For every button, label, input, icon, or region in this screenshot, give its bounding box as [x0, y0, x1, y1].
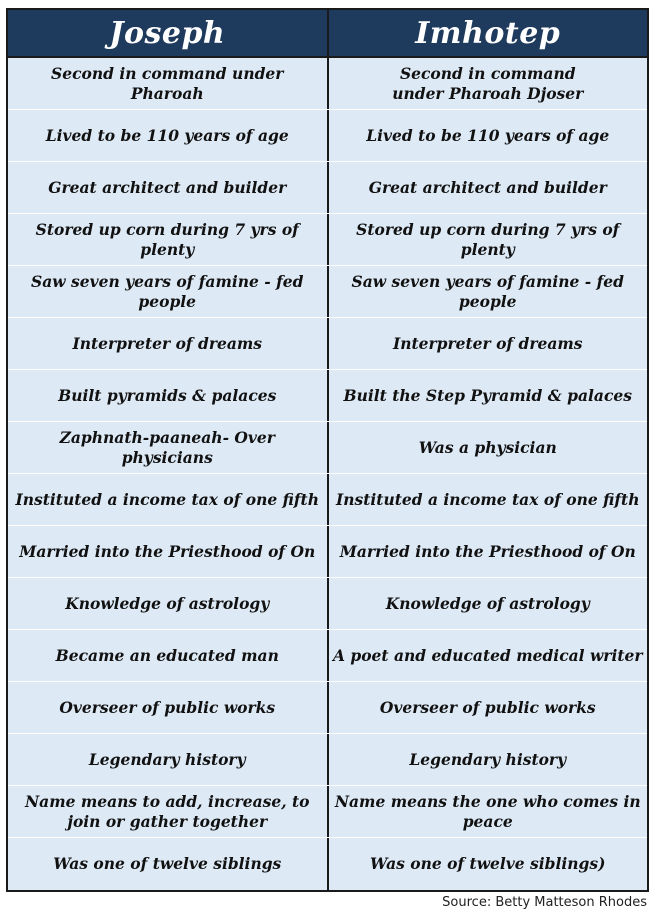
imhotep-cell: Knowledge of astrology	[327, 578, 648, 629]
table-row	[8, 422, 647, 474]
table-row	[8, 214, 647, 266]
imhotep-cell: Legendary history	[327, 734, 648, 785]
joseph-cell: Overseer of public works	[8, 682, 327, 733]
table-row	[8, 266, 647, 318]
table-row	[8, 110, 647, 162]
joseph-cell: Legendary history	[8, 734, 327, 785]
table-row	[8, 526, 647, 578]
header-joseph: Joseph	[109, 15, 226, 51]
joseph-cell: Great architect and builder	[8, 162, 327, 213]
joseph-cell: Zaphnath-paaneah- Over physicians	[8, 422, 327, 473]
table-row	[8, 734, 647, 786]
joseph-cell: Interpreter of dreams	[8, 318, 327, 369]
imhotep-cell: Built the Step Pyramid & palaces	[327, 370, 648, 421]
joseph-cell: Married into the Priesthood of On	[8, 526, 327, 577]
imhotep-cell: A poet and educated medical writer	[327, 630, 648, 681]
header-imhotep: Imhotep	[327, 10, 648, 56]
imhotep-cell: Interpreter of dreams	[327, 318, 648, 369]
table-row	[8, 578, 647, 630]
table-header	[8, 10, 647, 58]
imhotep-cell: Overseer of public works	[327, 682, 648, 733]
table-row	[8, 162, 647, 214]
table-row	[8, 58, 647, 110]
joseph-cell: Built pyramids & palaces	[8, 370, 327, 421]
imhotep-cell: Name means the one who comes in peace	[327, 786, 648, 837]
source-credit: Source: Betty Matteson Rhodes	[442, 895, 647, 910]
table-row	[8, 682, 647, 734]
table-row	[8, 838, 647, 890]
joseph-cell: Stored up corn during 7 yrs of plenty	[8, 214, 327, 265]
joseph-cell: Name means to add, increase, to join or gather together	[8, 786, 327, 837]
table-row	[8, 318, 647, 370]
table-row	[8, 630, 647, 682]
comparison-table	[6, 8, 649, 892]
imhotep-cell: Was a physician	[327, 422, 648, 473]
imhotep-cell: Married into the Priesthood of On	[327, 526, 648, 577]
joseph-cell: Second in command under Pharoah	[8, 58, 327, 109]
imhotep-cell: Great architect and builder	[327, 162, 648, 213]
imhotep-cell: Lived to be 110 years of age	[327, 110, 648, 161]
imhotep-cell: Second in command under Pharoah Djoser	[327, 58, 648, 109]
joseph-cell: Saw seven years of famine - fed people	[8, 266, 327, 317]
table-row	[8, 370, 647, 422]
joseph-cell: Became an educated man	[8, 630, 327, 681]
joseph-cell: Lived to be 110 years of age	[8, 110, 327, 161]
joseph-cell: Instituted a income tax of one fifth	[8, 474, 327, 525]
table-body	[8, 58, 647, 890]
imhotep-cell: Stored up corn during 7 yrs of plenty	[327, 214, 648, 265]
table-row	[8, 474, 647, 526]
imhotep-cell: Instituted a income tax of one fifth	[327, 474, 648, 525]
imhotep-cell: Saw seven years of famine - fed people	[327, 266, 648, 317]
joseph-cell: Knowledge of astrology	[8, 578, 327, 629]
joseph-cell: Was one of twelve siblings	[8, 838, 327, 890]
imhotep-cell: Was one of twelve siblings)	[327, 838, 648, 890]
table-row	[8, 786, 647, 838]
